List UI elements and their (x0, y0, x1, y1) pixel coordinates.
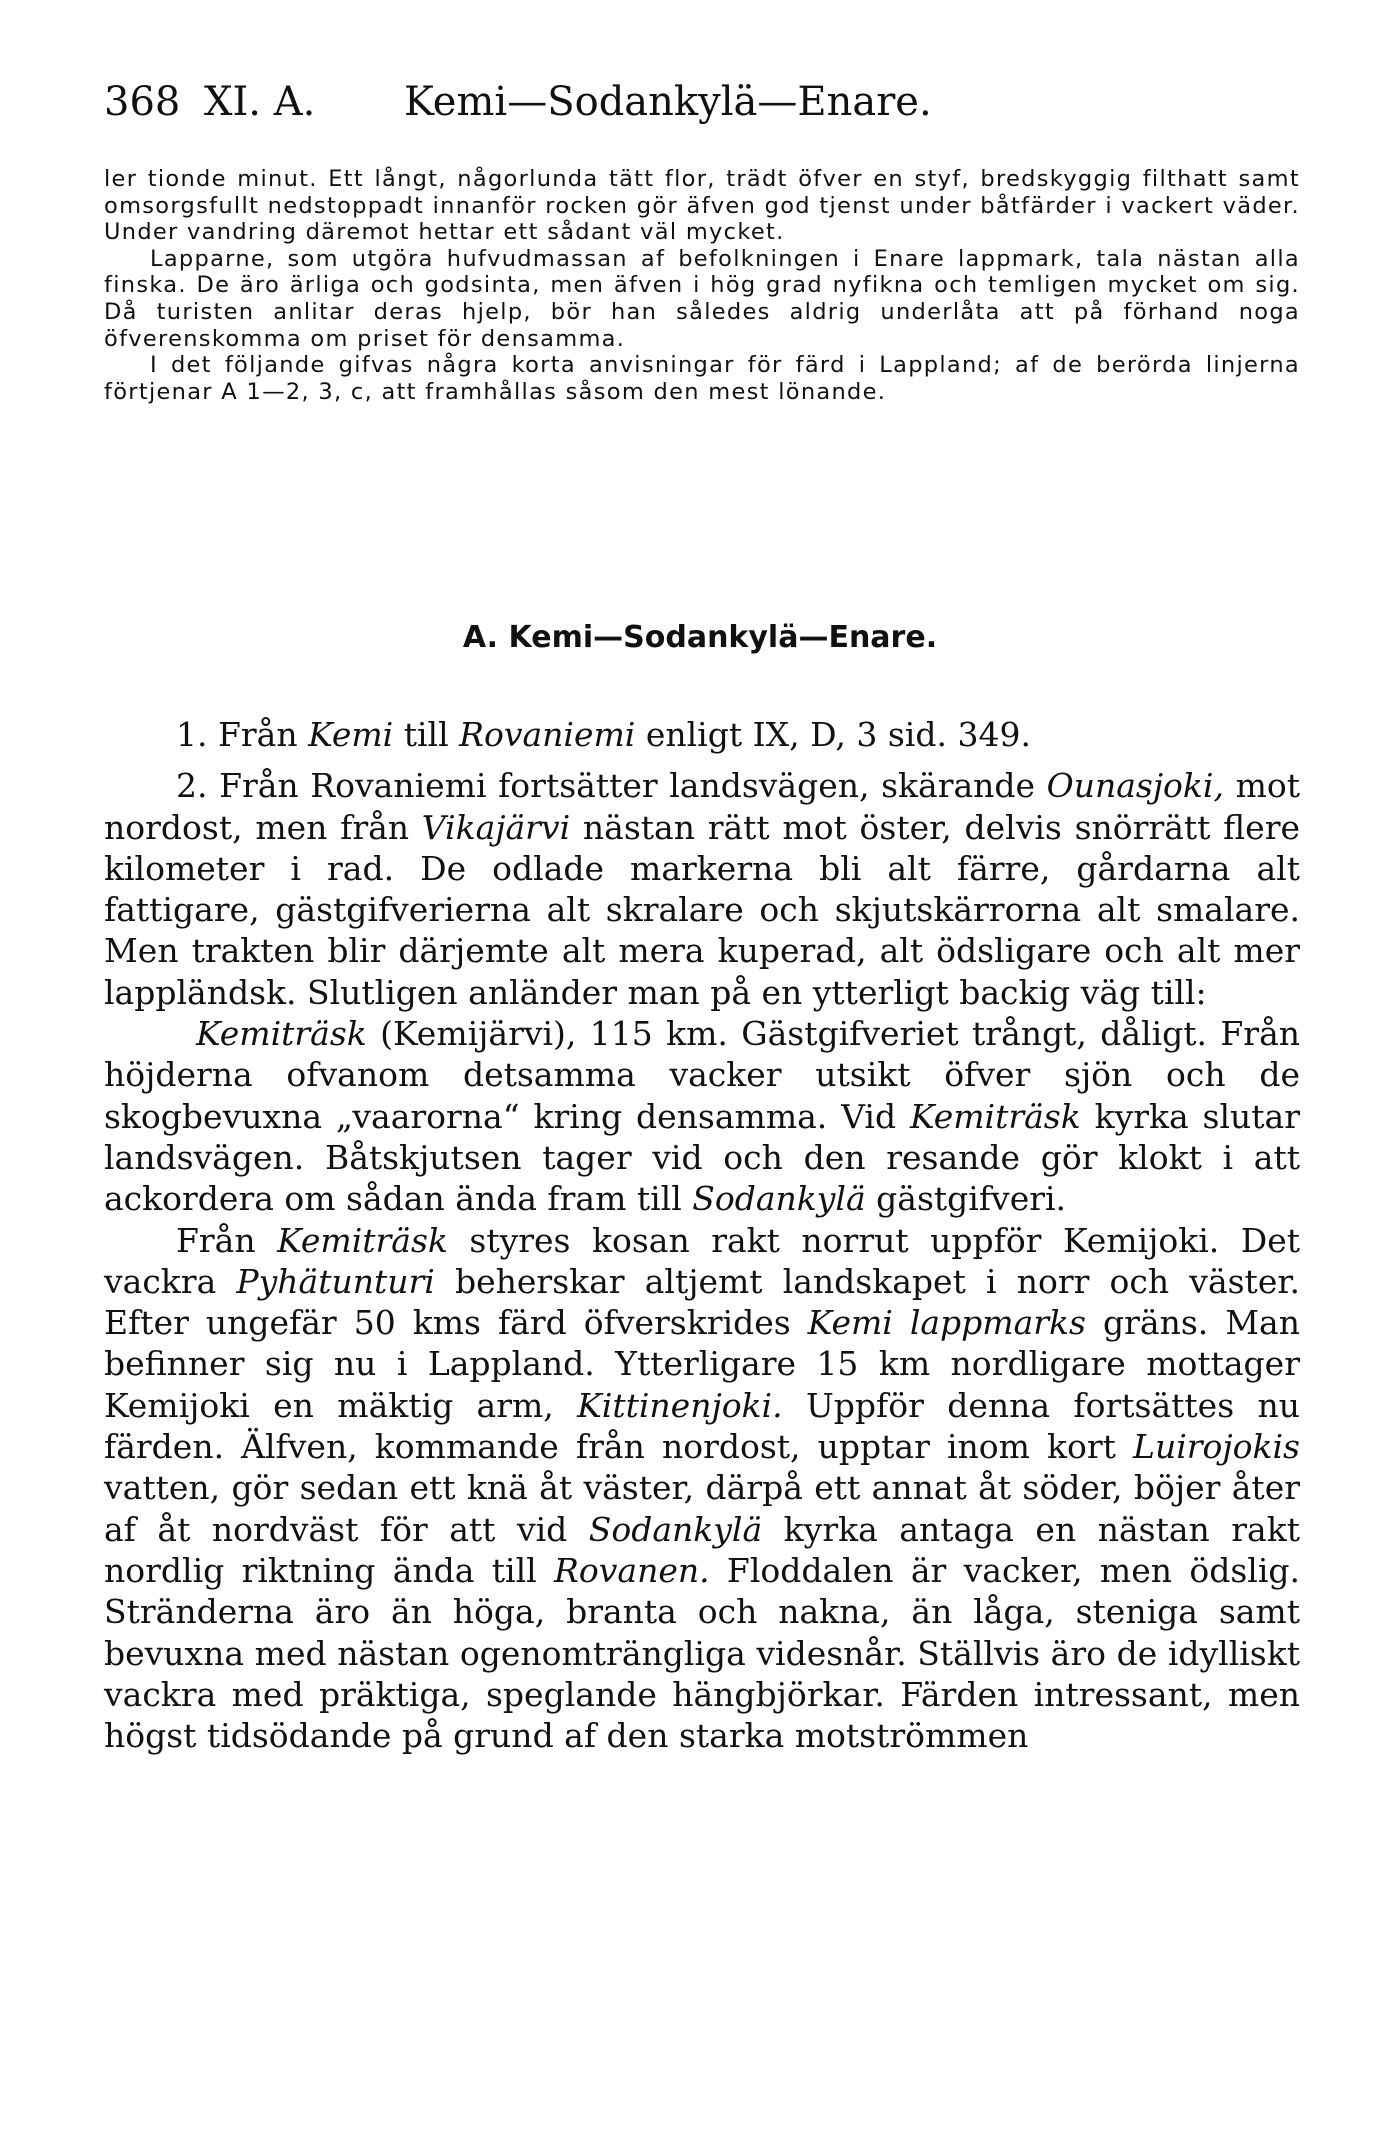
journey-paragraph (104, 1220, 1300, 1757)
kemitrask-text-f: gästgifveri. (865, 1179, 1067, 1219)
place-kemitrask-3: Kemiträsk (277, 1220, 448, 1260)
running-head (104, 78, 1304, 126)
item1-text-e: enligt IX, D, 3 sid. 349. (635, 715, 1031, 754)
journey-text-k: vatten, gör sedan ett knä åt väster, därpå ett annat åt söder, böjer åter af åt nordväst för att vid (104, 1468, 1300, 1549)
place-pyhatunturi: Pyhätunturi (236, 1261, 435, 1301)
item2-text-a: 2. Från Rovaniemi fortsätter landsvägen, skärande (176, 766, 1047, 806)
intro-paragraph-1: ler tionde minut. Ett långt, någorlunda tätt flor, trädt öfver en styf, bredskyggig filthatt samt omsorgsfullt nedstoppadt innanför rocken gör äfven god tjenst under båtfärder i vackert väder. Under vandring däremot hettar ett sådant väl mycket. (104, 166, 1300, 246)
item2-text-e: nästan rätt mot öster, delvis snörrätt flere kilometer i rad. De odlade markerna bli alt färre, gårdarna alt fattigare, gästgifverierna alt skralare och skjutskärrorna alt smalare. Men trakten blir därjemte alt mera kuperad, alt ödsligare och alt mer lappländsk. Slutligen anländer man på en ytterligt backig väg till: (104, 807, 1300, 1012)
item1-text-a: 1. Från (176, 715, 309, 754)
place-rovanen: Rovanen. (554, 1550, 710, 1590)
intro-text (104, 166, 1300, 405)
place-ounasjoki: Ounasjoki, (1046, 766, 1224, 806)
place-kemi-lappmarks: Kemi lappmarks (807, 1303, 1086, 1343)
intro-paragraph-2: Lapparne, som utgöra hufvudmassan af befolkningen i Enare lappmark, tala nästan alla finska. De äro ärliga och godsinta, men äfven i hög grad nyfikna och temligen mycket om sig. Då turisten anlitar deras hjelp, bör han således aldrig underlåta att på förhand noga öfverenskomma om priset för densamma. (104, 245, 1300, 352)
place-vikajarvi: Vikajärvi (421, 807, 571, 847)
place-kemitrask: Kemiträsk (196, 1014, 367, 1054)
section-heading: A. Kemi—Sodankylä—Enare. (462, 620, 938, 655)
journey-text-c: styres kosan rakt norrut uppför Kemijoki. Det vackra (104, 1220, 1300, 1301)
item1-text-c: till (393, 715, 460, 754)
item2-text-c: mot nordost, men från (104, 766, 1300, 847)
journey-text-i: Uppför denna fortsättes nu färden. Älfven, kommande från nordost, upptar inom kort (104, 1385, 1301, 1467)
journey-text-o: Floddalen är vacker, men ödslig. Stränderna äro än höga, branta och nakna, än låga, steniga samt bevuxna med nästan ogenomträngliga videsnår. Ställvis äro de idylliskt vackra med präktiga, speglande hängbjörkar. Färden intressant, men högst tidsödande på grund af den starka motströmmen (104, 1550, 1300, 1756)
main-text (104, 714, 1300, 1756)
route-item-2 (104, 765, 1300, 1013)
place-sodankyla: Sodankylä (692, 1179, 866, 1219)
journey-text-g: gräns. Man befinner sig nu i Lappland. Ytterligare 15 km nordligare mottager Kemijoki en mäktig arm, (104, 1303, 1300, 1425)
intro-paragraph-3: I det följande gifvas några korta anvisningar för färd i Lappland; af de berörda linjerna förtjenar A 1—2, 3, c, att framhållas såsom den mest lönande. (104, 352, 1300, 405)
place-kittinenjoki: Kittinenjoki. (577, 1385, 783, 1425)
running-title: Kemi—Sodankylä—Enare. (404, 79, 932, 125)
journey-text-m: kyrka antaga en nästan rakt nordlig riktning ända till (104, 1509, 1300, 1590)
kemitrask-paragraph (104, 1013, 1300, 1219)
place-sodankyla-2: Sodankylä (588, 1509, 763, 1549)
journey-text-e: beherskar altjemt landskapet i norr och väster. Efter ungefär 50 kms färd öfverskrides (104, 1261, 1300, 1343)
section-label: XI. A. (204, 79, 316, 125)
place-kemitrask-2: Kemiträsk (909, 1096, 1081, 1136)
route-item-1 (104, 714, 1300, 755)
page-number: 368 (104, 79, 181, 125)
place-rovaniemi: Rovaniemi (459, 715, 636, 754)
place-luirojokis: Luirojokis (1133, 1427, 1300, 1467)
kemitrask-text-d: kyrka slutar landsvägen. Båtskjutsen tager vid och den resande gör klokt i att ackordera om sådan ända fram till (104, 1096, 1300, 1219)
place-kemi: Kemi (308, 715, 394, 754)
journey-text-a: Från (176, 1220, 278, 1260)
kemitrask-text-b: (Kemijärvi), 115 km. Gästgifveriet trångt, dåligt. Från höjderna ofvanom detsamma vacker utsikt öfver sjön och de skogbevuxna „vaarorna“ kring densamma. Vid (104, 1014, 1300, 1136)
